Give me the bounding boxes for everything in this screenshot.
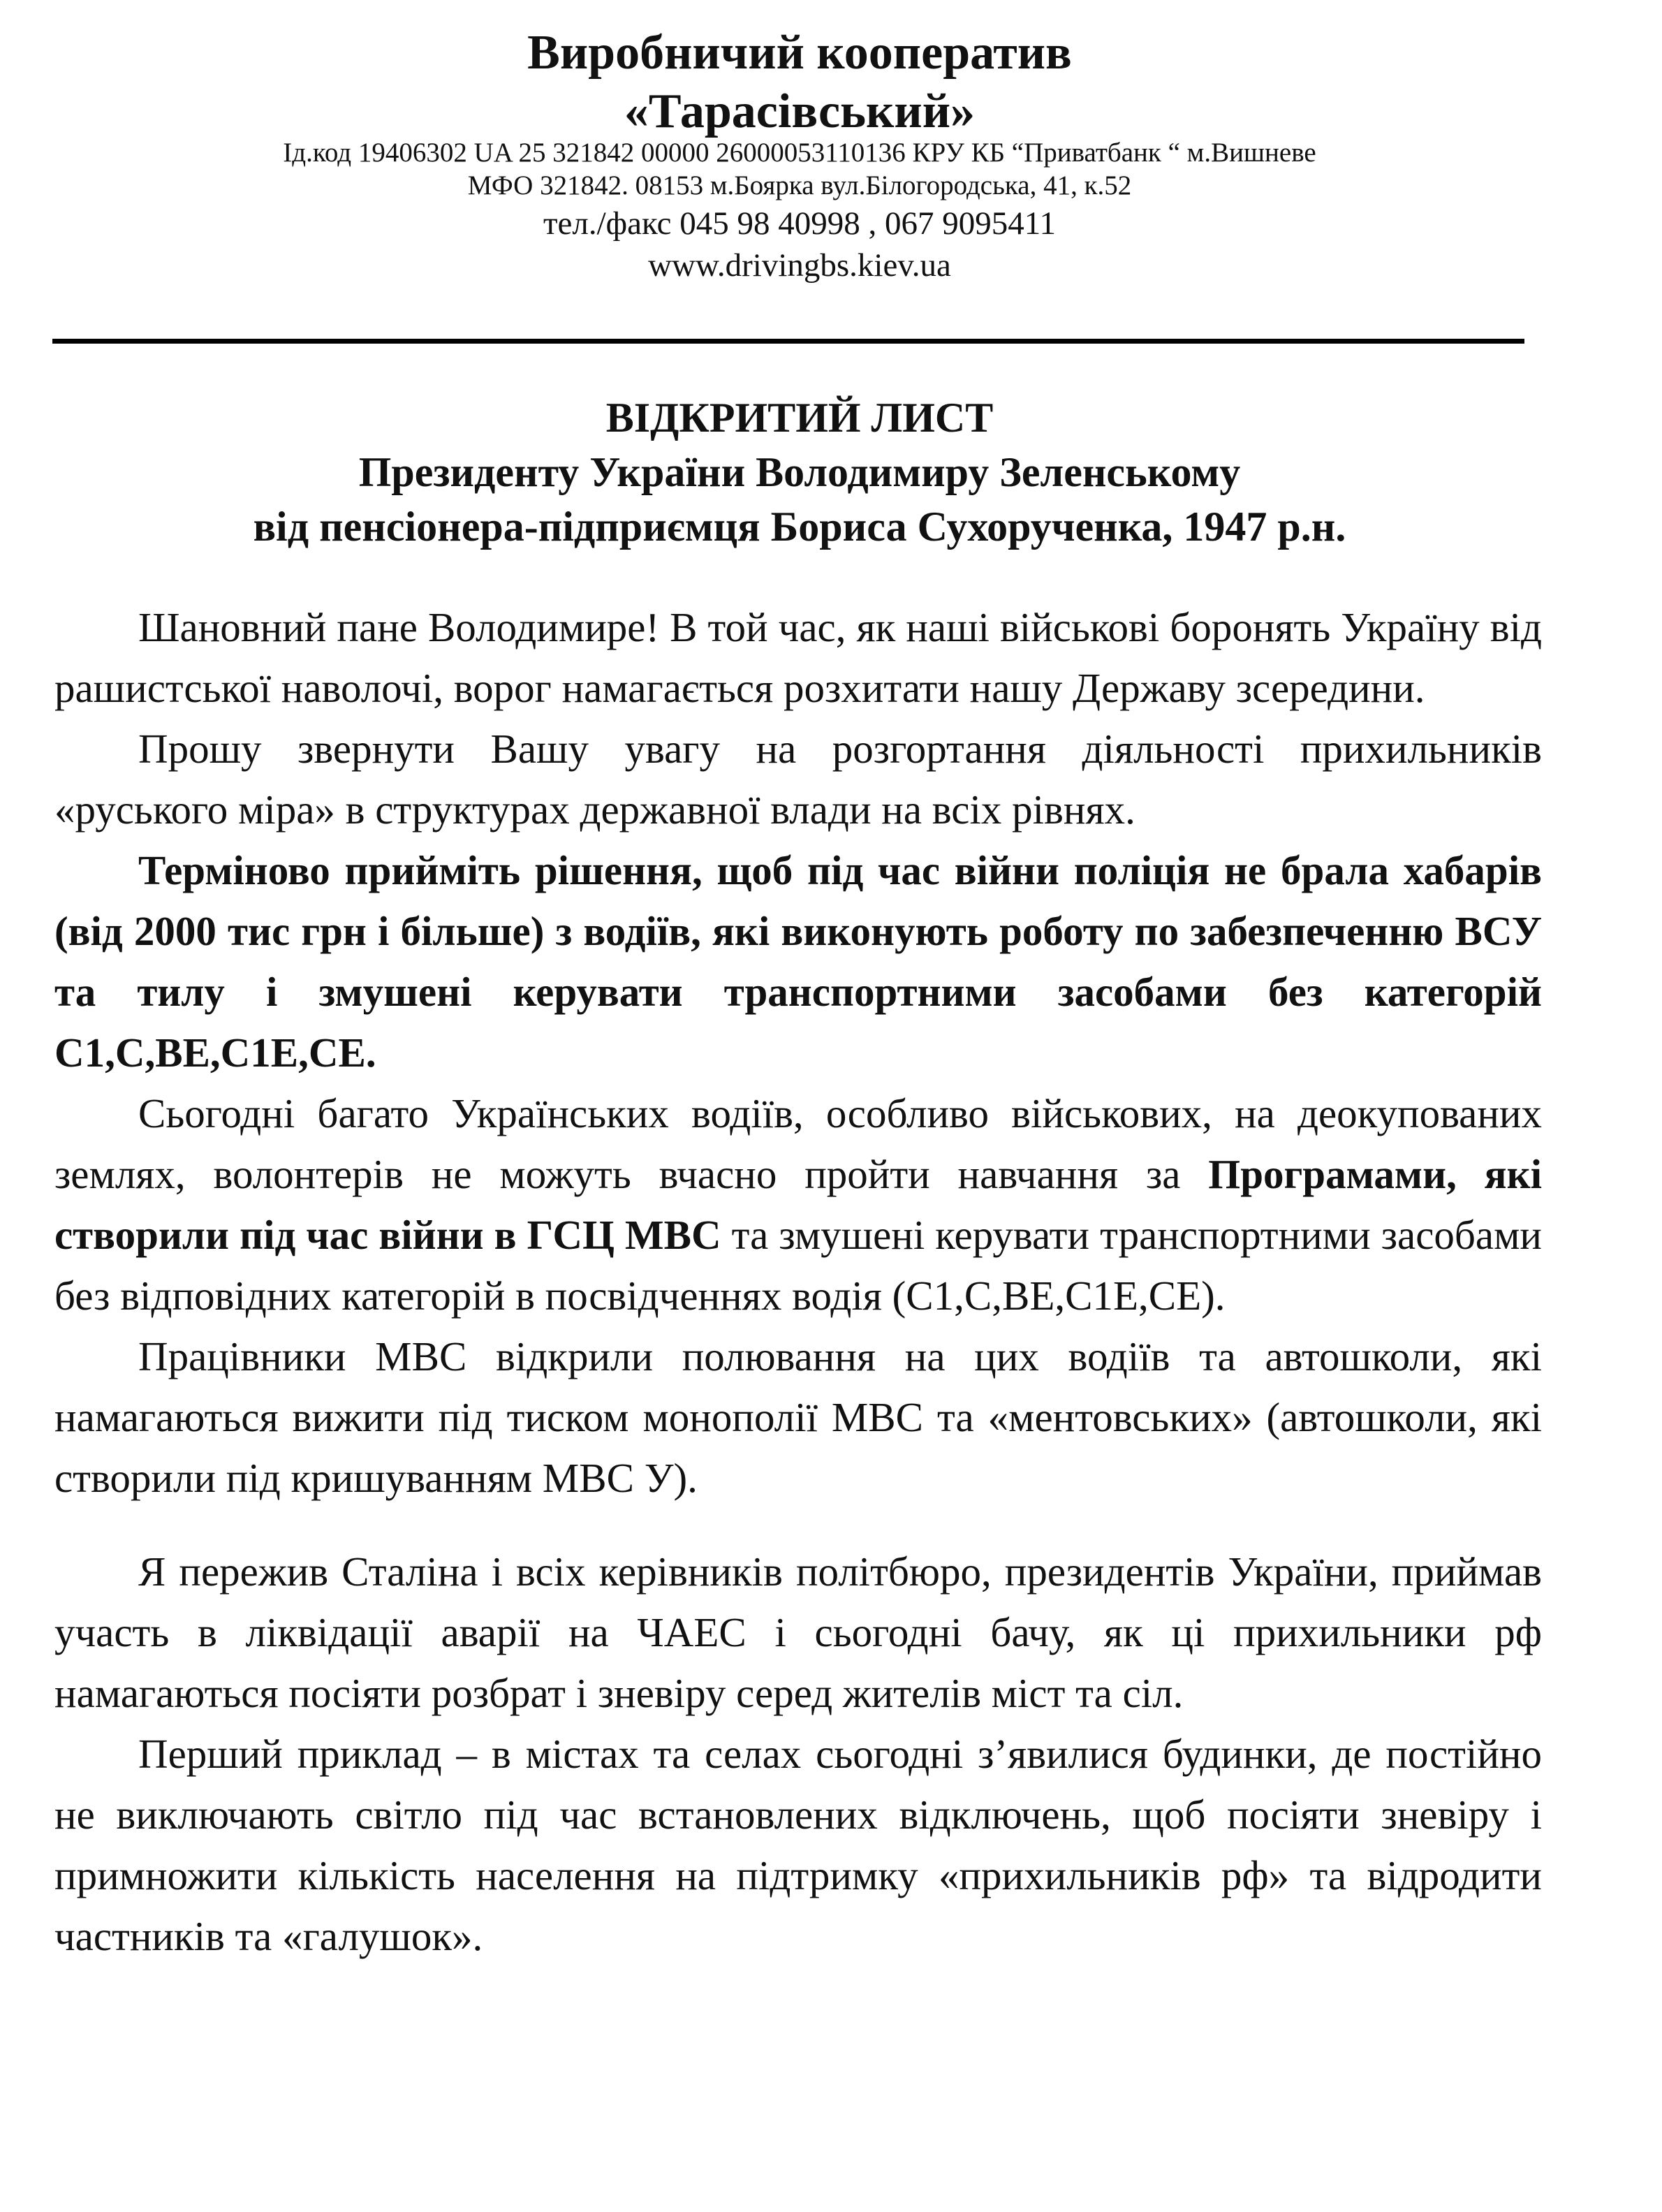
bank-requisites: Ід.код 19406302 UA 25 321842 00000 26000053110136 КРУ КБ “Приватбанк “ м.Вишневе bbox=[283, 138, 1316, 168]
letter-sender: від пенсіонера-підприємця Бориса Сухорученка, 1947 р.н. bbox=[253, 504, 1346, 550]
urgent-demand-text: Терміново прийміть рішення, щоб під час війни поліція не брала хабарів (від 2000 тис грн і більше) з водіїв, які виконують роботу по забезпеченню ВСУ та тилу і змушені керувати транспортними засобами без категорій С1,С,ВЕ,С1Е,СЕ. bbox=[54, 847, 1542, 1076]
paragraph-police: Працівники МВС відкрили полювання на цих водіїв та автошколи, які намагаються вижити під тиском монополії МВС та «ментовських» (автошколи, які створили під кришуванням МВС У). bbox=[54, 1333, 1542, 1501]
paragraph-urgent-demand bbox=[54, 840, 1542, 1083]
address-line: МФО 321842. 08153 м.Боярка вул.Білогородська, 41, к.52 bbox=[467, 170, 1132, 200]
letter-body-part2 bbox=[54, 1541, 1542, 1967]
drivers-text-end: та змушені керувати транспортними засобами без відповідних категорій в посвідченнях водія (С1,С,ВЕ,С1Е,СЕ). bbox=[54, 1212, 1543, 1319]
drivers-text-start: Сьогодні багато Українських водіїв, особливо військових, на деокупованих землях, волонтерів не можуть вчасно пройти навчання за bbox=[54, 1090, 1542, 1197]
organization-name: Виробничий кооператив bbox=[527, 26, 1072, 80]
paragraph-example: Перший приклад – в містах та селах сьогодні з’явилися будинки, де постійно не виключають світло під час встановлених відключень, щоб посіяти зневіру і примножити кількість населення на підтримку «прихильників рф» та відродити частників та «галушок». bbox=[54, 1731, 1542, 1959]
letter-addressee: Президенту України Володимиру Зеленському bbox=[358, 449, 1241, 495]
drivers-text-programs: Програмами, які створили під час війни в ГСЦ МВС bbox=[54, 1151, 1542, 1258]
header-divider bbox=[52, 339, 1524, 344]
letter-body-part1 bbox=[54, 597, 1542, 1509]
paragraph-drivers bbox=[54, 1083, 1542, 1326]
website: www.drivingbs.kiev.ua bbox=[648, 247, 951, 284]
paragraph-greeting: Шановний пане Володимире! В той час, як наші військові боронять Україну від рашистської наволочі, ворог намагається розхитати нашу Державу зсередини. bbox=[54, 604, 1542, 711]
paragraph-request: Прошу звернути Вашу увагу на розгортання діяльності прихильників «руського міра» в структурах державної влади на всіх рівнях. bbox=[54, 726, 1542, 833]
letter-title: ВІДКРИТИЙ ЛИСТ bbox=[605, 395, 994, 441]
paragraph-personal: Я пережив Сталіна і всіх керівників політбюро, президентів України, приймав участь в ліквідації аварії на ЧАЕС і сьогодні бачу, як ці прихильники рф намагаються посіяти розбрат і зневіру серед жителів міст та сіл. bbox=[54, 1548, 1542, 1716]
phone-fax: тел./факс 045 98 40998 , 067 9095411 bbox=[543, 205, 1056, 242]
organization-name-quoted: «Тарасівський» bbox=[624, 85, 976, 138]
